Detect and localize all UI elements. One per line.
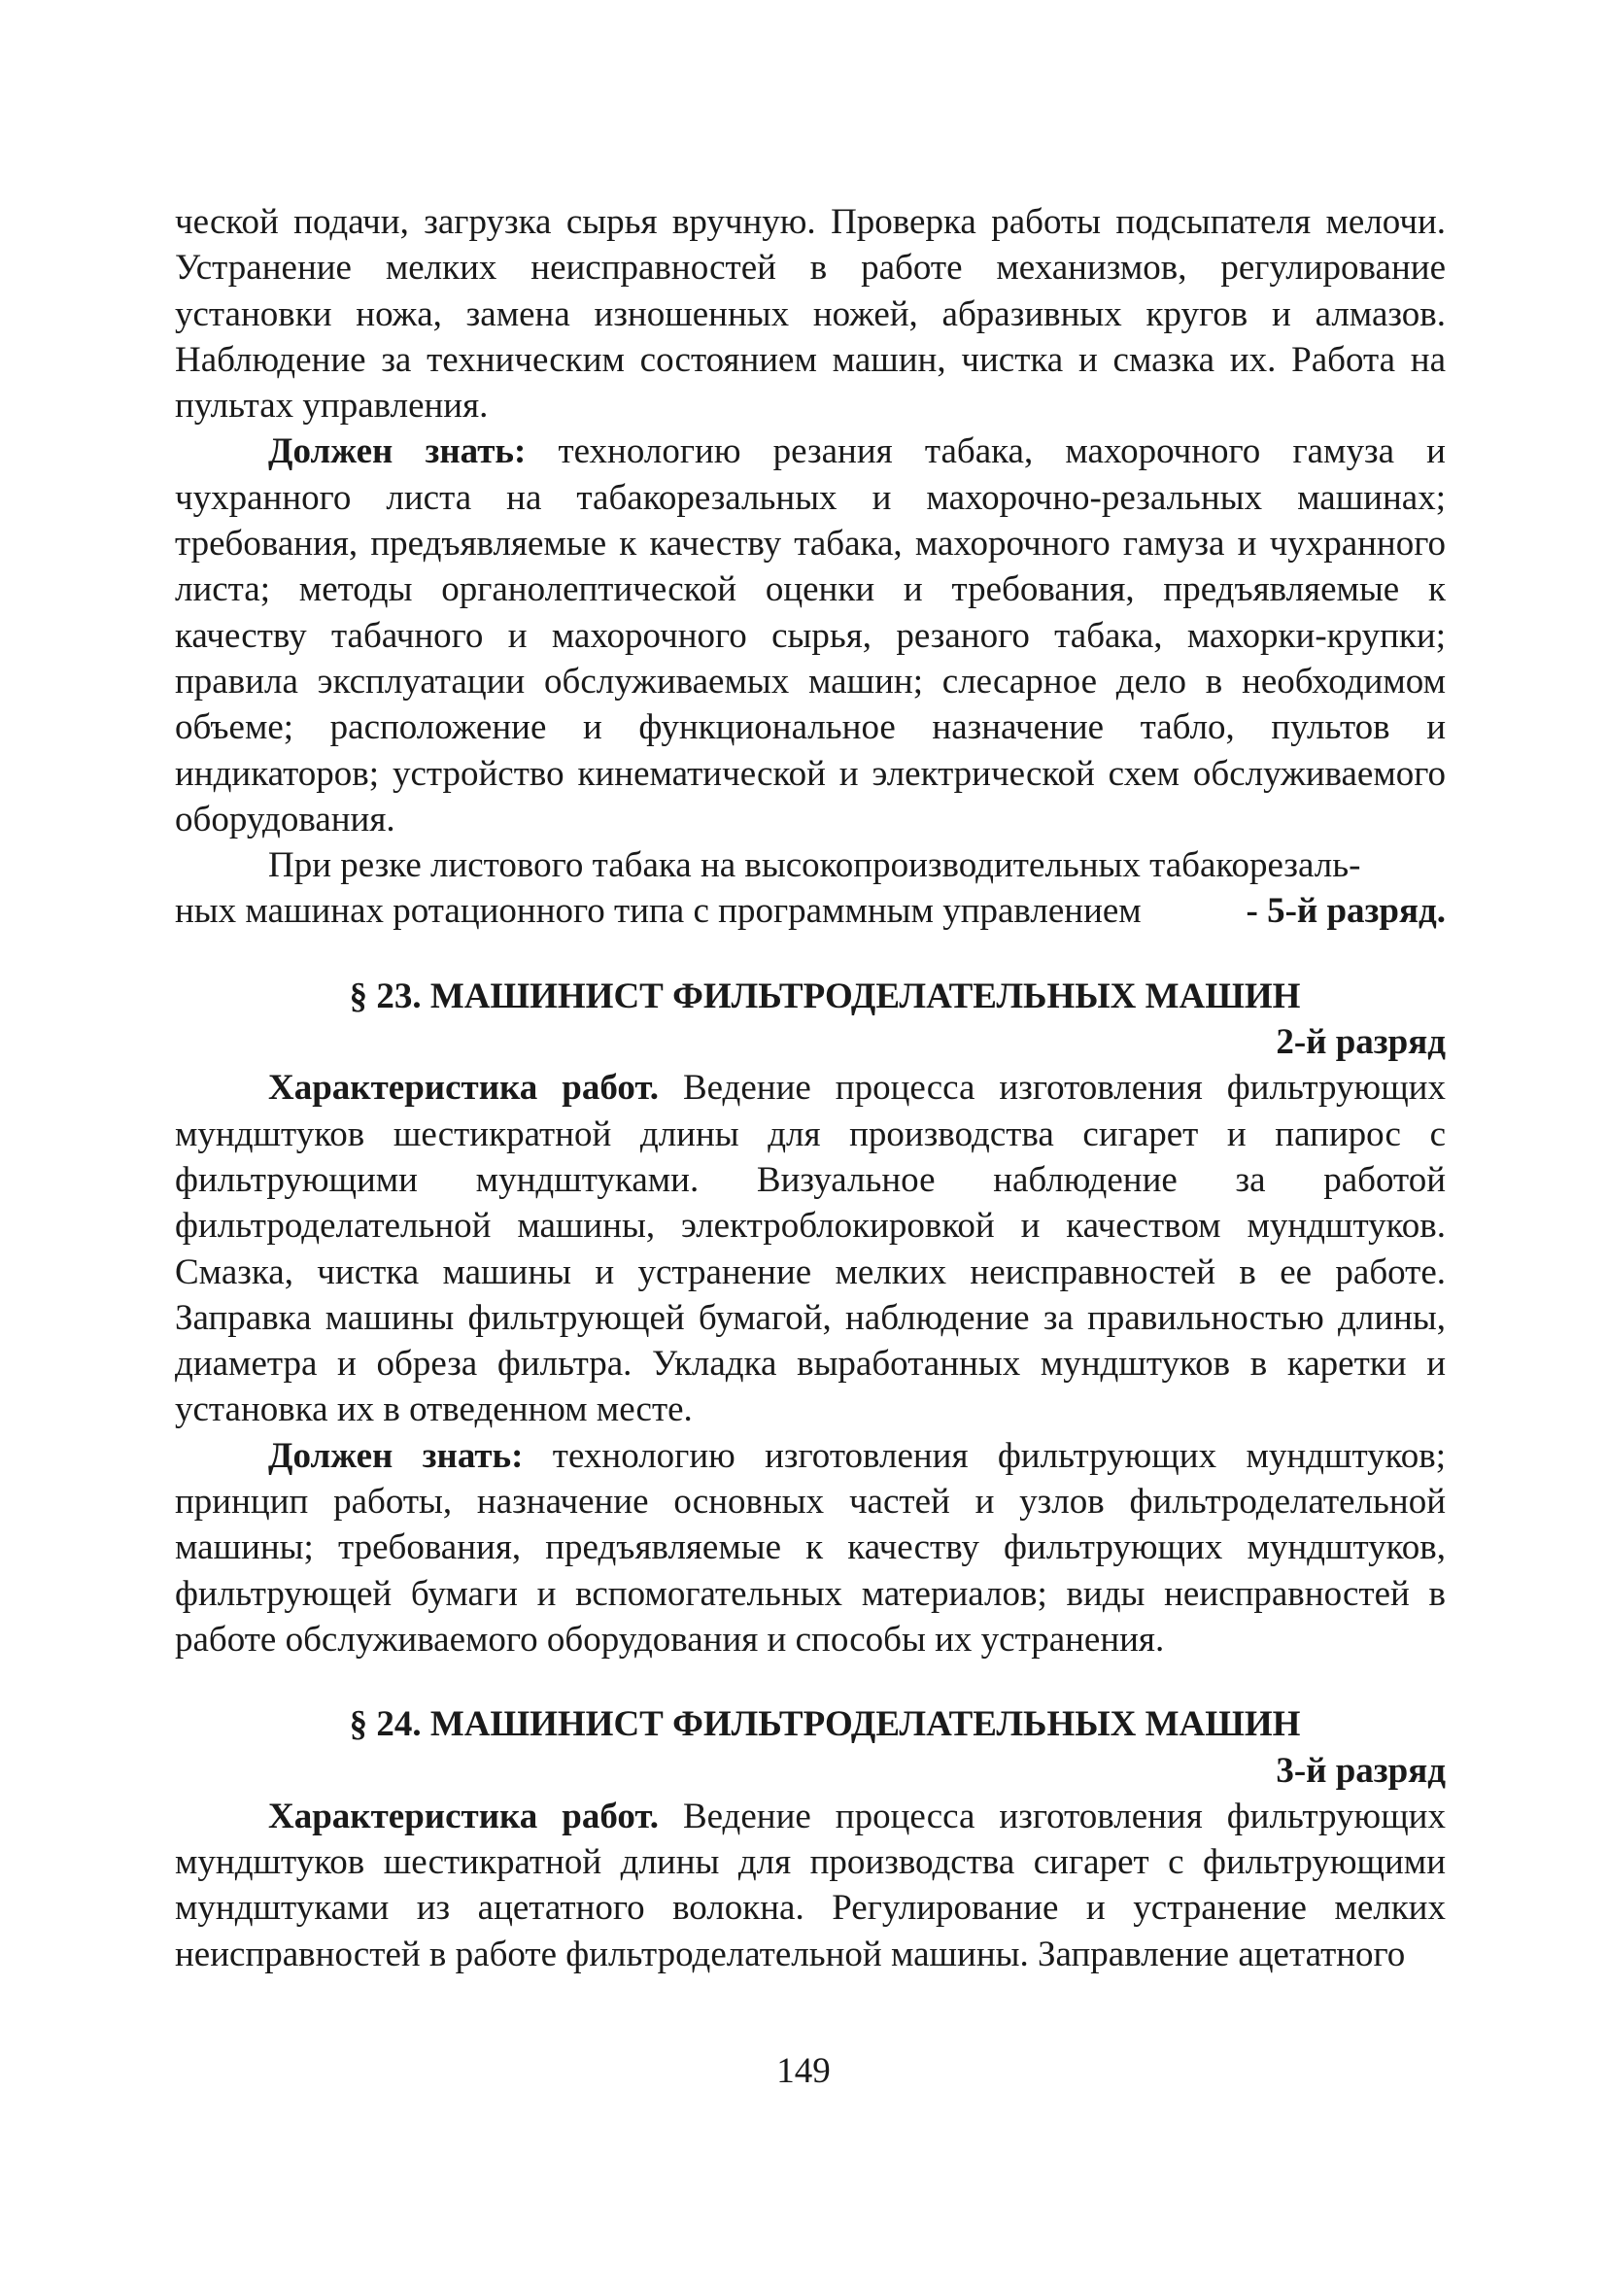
- section-24-heading: § 24. МАШИНИСТ ФИЛЬТРОДЕЛАТЕЛЬНЫХ МАШИН: [349, 1704, 1301, 1745]
- must-know-label: Должен знать:: [268, 1435, 524, 1476]
- must-know-paragraph-1: [175, 428, 1446, 842]
- section-23-heading: § 23. МАШИНИСТ ФИЛЬТРОДЕЛАТЕЛЬНЫХ МАШИН: [349, 976, 1301, 1016]
- section-24-grade: 3-й разряд: [1276, 1750, 1446, 1791]
- must-know-text: технологию резания табака, махорочного гамуза и чухранного листа на табакорезальных и махорочно-резальных машинах; требования, предъявляемые к качеству табака, махорочного гамуза и чухранного листа; методы органолептической оценки и требования, предъявляемые к качеству табачного и махорочного сырья, резаного табака, махорки-крупки; правила эксплуатации обслуживаемых машин; слесарное дело в необходимом объеме; расположение и функциональное назначение табло, пультов и индикаторов; устройство кинематической и электрической схем обслуживаемого оборудования.: [175, 431, 1446, 840]
- note-line-2-text: ных машинах ротационного типа с программным управлением: [175, 891, 1142, 932]
- characteristics-label: Характеристика работ.: [268, 1796, 659, 1836]
- must-know-label: Должен знать:: [268, 431, 527, 472]
- note-rank: - 5-й разряд.: [1246, 891, 1446, 932]
- section-23-grade: 2-й разряд: [1276, 1022, 1446, 1063]
- note-line-1: При резке листового табака на высокопроизводительных табакорезаль-: [268, 845, 1361, 886]
- must-know-text: технологию изготовления фильтрующих мундштуков; принцип работы, назначение основных частей и узлов фильтроделательной машины; требования, предъявляемые к качеству фильтрующих мундштуков, фильтрующей бумаги и вспомогательных материалов; виды неисправностей в работе обслуживаемого оборудования и способы их устранения.: [175, 1435, 1446, 1660]
- page-number: 149: [776, 2051, 831, 2091]
- section-24-characteristics: [175, 1794, 1446, 1977]
- note-line-2: [175, 888, 1446, 934]
- characteristics-label: Характеристика работ.: [268, 1068, 659, 1109]
- characteristics-text: Ведение процесса изготовления фильтрующих мундштуков шестикратной длины для производства сигарет и папирос с фильтрующими мундштуками. Визуальное наблюдение за работой фильтроделательной машины, электроблокировкой и качеством мундштуков. Смазка, чистка машины и устранение мелких неисправностей в ее работе. Заправка машины фильтрующей бумагой, наблюдение за правильностью длины, диаметра и обреза фильтра. Укладка выработанных мундштуков в каретки и установка их в отведенном месте.: [175, 1068, 1446, 1430]
- continuation-paragraph: ческой подачи, загрузка сырья вручную. Проверка работы подсыпателя мелочи. Устранение мелких неисправностей в работе механизмов, регулирование установки ножа, замена изношенных ножей, абразивных кругов и алмазов. Наблюдение за техническим состоянием машин, чистка и смазка их. Работа на пультах управления.: [175, 202, 1446, 427]
- page-body: [175, 199, 1446, 1977]
- section-23-characteristics: [175, 1065, 1446, 1432]
- section-23-must-know: [175, 1433, 1446, 1662]
- characteristics-text: Ведение процесса изготовления фильтрующих мундштуков шестикратной длины для производства сигарет с фильтрующими мундштуками из ацетатного волокна. Регулирование и устранение мелких неисправностей в работе фильтроделательной машины. Заправление ацетатного: [175, 1796, 1446, 1974]
